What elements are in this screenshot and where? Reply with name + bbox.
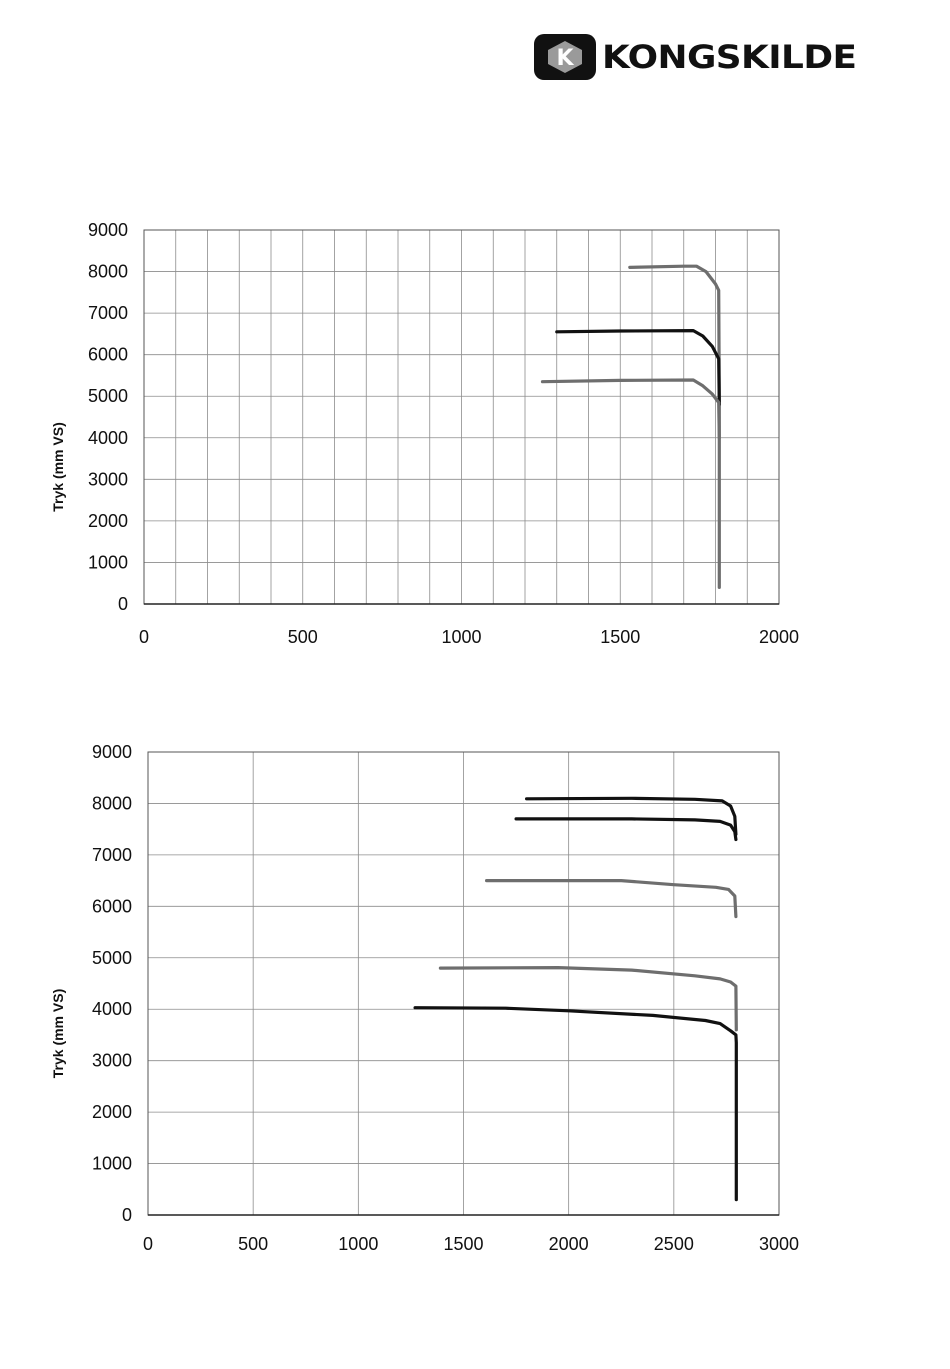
y-tick-label: 9000 xyxy=(91,742,132,762)
x-tick-label: 3000 xyxy=(758,1234,800,1254)
y-tick-label: 4000 xyxy=(87,427,128,448)
y-tick-label: 3000 xyxy=(91,1050,132,1071)
y-tick-label: 5000 xyxy=(91,947,132,968)
y-tick-label: 3000 xyxy=(87,469,128,490)
chart-1 xyxy=(0,215,950,665)
y-tick-label: 7000 xyxy=(91,844,132,865)
chart-2 xyxy=(0,740,950,1300)
x-tick-label: 0 xyxy=(138,627,150,647)
brand-logo xyxy=(532,32,857,82)
x-tick-label: 1000 xyxy=(441,627,482,647)
y-axis-label: Tryk (mm VS) xyxy=(50,988,66,1079)
y-tick-label: 4000 xyxy=(91,999,132,1020)
y-tick-label: 5000 xyxy=(87,386,128,407)
y-tick-label: 7000 xyxy=(87,303,128,324)
y-tick-label: 2000 xyxy=(87,510,128,531)
x-tick-label: 1500 xyxy=(600,627,641,647)
x-tick-label: 2500 xyxy=(653,1234,694,1254)
y-tick-label: 9000 xyxy=(87,220,128,240)
y-tick-label: 1000 xyxy=(87,552,128,573)
x-tick-label: 0 xyxy=(142,1234,154,1254)
y-tick-label: 1000 xyxy=(91,1153,132,1174)
logo-letter: K xyxy=(556,46,574,71)
x-tick-label: 500 xyxy=(238,1234,269,1254)
x-tick-label: 2000 xyxy=(758,627,800,647)
brand-name: KONGSKILDE xyxy=(602,38,857,76)
y-tick-label: 8000 xyxy=(91,793,132,814)
y-tick-label: 0 xyxy=(117,594,128,614)
x-tick-label: 2000 xyxy=(548,1234,589,1254)
y-axis-label: Tryk (mm VS) xyxy=(50,422,66,512)
y-tick-label: 0 xyxy=(121,1205,132,1225)
y-tick-label: 2000 xyxy=(91,1102,132,1123)
y-tick-label: 6000 xyxy=(91,896,132,917)
y-tick-label: 8000 xyxy=(87,261,128,282)
x-tick-label: 500 xyxy=(287,627,318,647)
kongskilde-k-icon xyxy=(532,32,598,82)
y-tick-label: 6000 xyxy=(87,344,128,365)
x-tick-label: 1000 xyxy=(338,1234,379,1254)
x-tick-label: 1500 xyxy=(443,1234,484,1254)
